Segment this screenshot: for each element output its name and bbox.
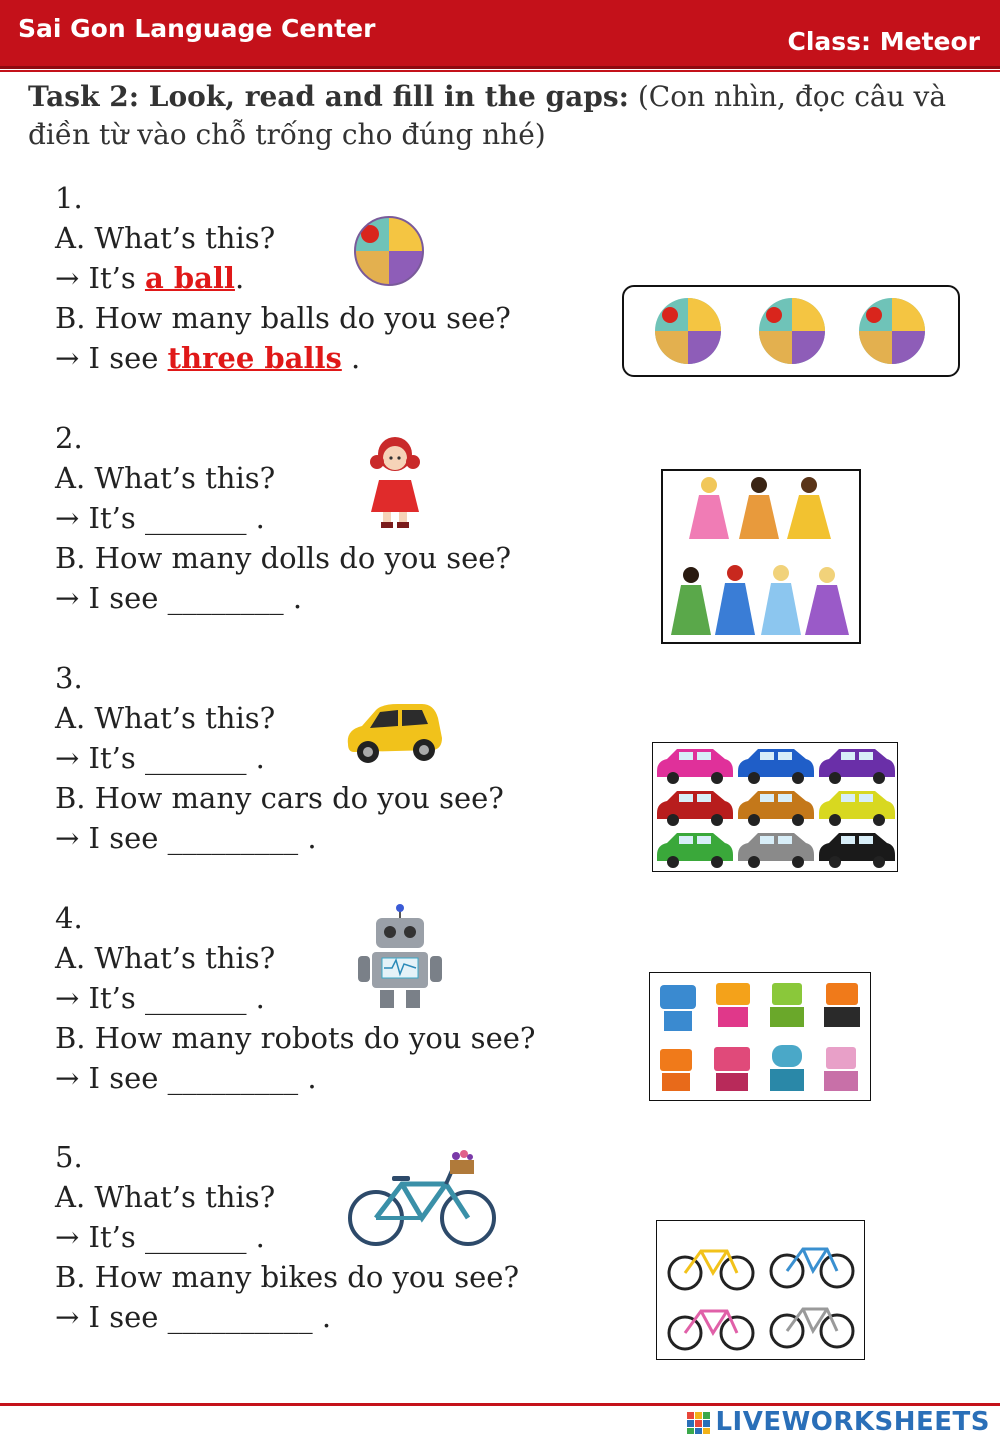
question-a: A. What’s this? [55,701,276,735]
answer-b-blank[interactable]: → I see ________ . [55,581,303,615]
task-title: Task 2: Look, read and fill in the gaps: [28,80,629,113]
center-name: Sai Gon Language Center [18,14,376,43]
question-a: A. What’s this? [55,1180,276,1214]
answer-a-line [55,258,635,298]
answer-a-blank[interactable]: → It’s _______ . [55,741,265,775]
footer-divider [0,1403,1000,1406]
question-4 [55,898,635,1098]
dolls-group-icon [663,471,859,642]
bikes-picture [656,1220,865,1360]
answer-a-blank[interactable]: → It’s _______ . [55,981,265,1015]
question-number: 1. [55,181,83,215]
header-bar [0,0,1000,69]
doll-icon [365,432,425,530]
task-instruction-vi: (Con nhìn, đọc câu và điền từ vào chỗ trống cho đúng nhé) [28,80,947,151]
car-icon [342,700,446,766]
balls-group-icon [624,287,958,375]
bikes-group-icon [657,1221,864,1359]
class-label: Class: Meteor [787,27,980,56]
liveworksheets-logo-icon [687,1412,711,1434]
answer-b-line [55,338,635,378]
answer-prefix: → It’s [55,261,145,295]
question-1 [55,178,635,378]
answer-b-blank[interactable]: → I see _________ . [55,1061,317,1095]
answer-b-blank[interactable]: → I see _________ . [55,821,317,855]
answer-suffix: . [341,341,361,375]
question-b: B. How many robots do you see? [55,1021,536,1055]
robot-icon [354,902,446,1012]
question-5 [55,1137,635,1337]
question-number: 5. [55,1140,83,1174]
answer-a-blank[interactable]: → It’s _______ . [55,1220,265,1254]
question-number: 2. [55,421,83,455]
answer-a-blank[interactable]: → It’s _______ . [55,501,265,535]
question-a: A. What’s this? [55,941,276,975]
answer-prefix: → I see [55,341,168,375]
answer-suffix: . [234,261,245,295]
answer-a-filled[interactable]: a ball [144,261,235,295]
question-b: B. How many dolls do you see? [55,541,512,575]
question-a: A. What’s this? [55,221,276,255]
question-2 [55,418,635,618]
header-divider [0,70,1000,72]
answer-b-blank[interactable]: → I see __________ . [55,1300,332,1334]
question-b: B. How many balls do you see? [55,301,511,335]
question-a: A. What’s this? [55,461,276,495]
three-balls-picture [622,285,960,377]
answer-b-filled[interactable]: three balls [167,341,342,375]
robots-picture [649,972,871,1101]
robots-group-icon [650,973,870,1100]
question-b: B. How many cars do you see? [55,781,504,815]
task-instructions [28,78,978,154]
question-b: B. How many bikes do you see? [55,1260,520,1294]
dolls-picture [661,469,861,644]
question-number: 4. [55,901,83,935]
brand-text: LIVEWORKSHEETS [715,1407,990,1437]
ball-icon [352,214,426,288]
liveworksheets-logo[interactable] [687,1407,990,1437]
cars-group-icon [653,743,897,871]
question-number: 3. [55,661,83,695]
bicycle-icon [346,1148,498,1250]
cars-picture [652,742,898,872]
